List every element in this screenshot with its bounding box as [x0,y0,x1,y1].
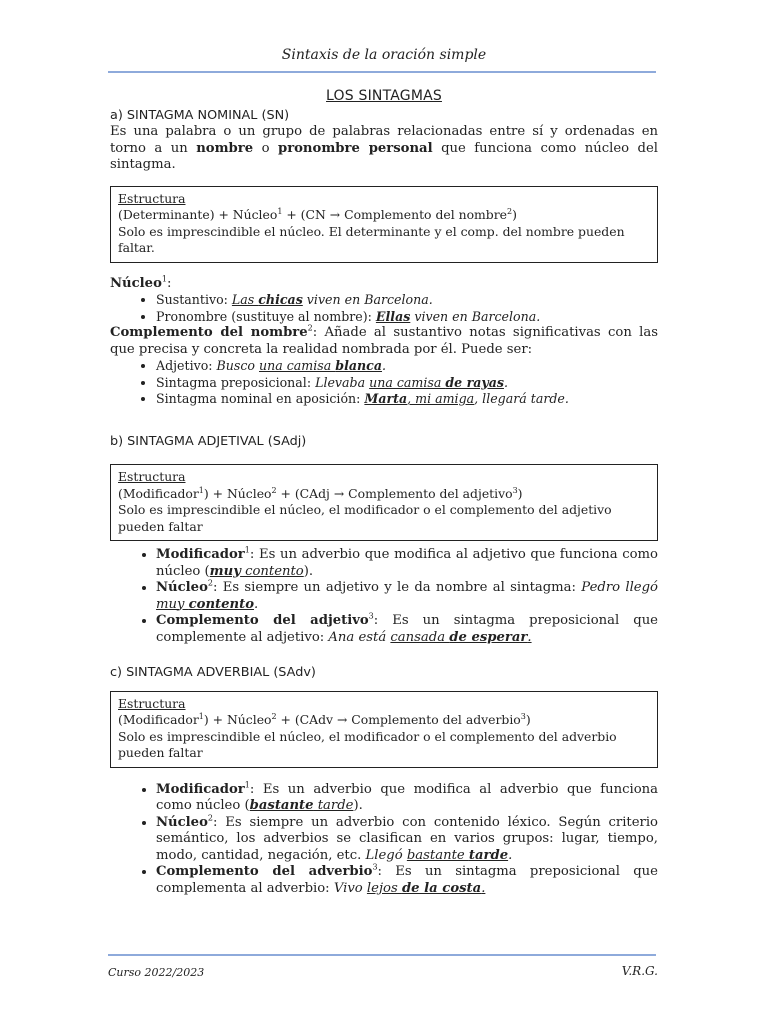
footer-course: Curso 2022/2023 [108,966,205,979]
structure-box-sadv [110,691,658,768]
structure-formula: (Modificador$^1$) + Núcleo$^2$ + (CAdj → Complemento del adjetivo$^3$) [118,485,523,501]
header-rule [108,71,656,73]
footer-rule [108,954,656,956]
nucleo-heading: Núcleo$^1$: [110,274,172,291]
structure-box-sadj [110,464,658,541]
list-item: • Pronombre (sustituye al nombre): Ellas viven en Barcelona. [156,309,658,326]
cn-list [110,358,658,408]
list-item: • Sustantivo: Las chicas viven en Barcelona. [156,292,658,309]
list-item: • Adjetivo: Busco una camisa blanca. [156,358,658,375]
intro-bold: pronombre personal [277,140,433,156]
list-item: • Complemento del adverbio$^3$: Es un sintagma preposicional que complementa al adverbio: Vivo lejos de la costa. [156,864,658,897]
list-item: • Sintagma nominal en aposición: Marta, mi amiga, llegará tarde. [156,391,658,408]
structure-label: Estructura [118,695,186,711]
section-heading-sadj: b) SINTAGMA ADJETIVAL (SAdj) [110,433,307,449]
sn-intro [110,124,658,174]
nucleo-list [110,292,658,325]
list-item: • Núcleo$^2$: Es siempre un adverbio con contenido léxico. Según criterio semántico, los adverbios se clasifican en varios grupos: lugar, tiempo, modo, cantidad, negación, etc. Llegó bastante tarde. [156,815,658,865]
structure-label: Estructura [118,190,186,206]
intro-text: que funciona como núcleo del sintagma. [110,140,658,172]
structure-note: Solo es imprescindible el núcleo. El determinante y el comp. del nombre pueden faltar. [118,223,625,255]
list-item: • Modificador$^1$: Es un adverbio que modifica al adjetivo que funciona como núcleo (muy contento). [156,547,658,580]
structure-note: Solo es imprescindible el núcleo, el modificador o el complemento del adjetivo pueden faltar [118,502,612,534]
intro-text: Es una palabra o un grupo de palabras relacionadas entre sí y ordenadas en torno a un [110,124,658,156]
structure-formula: (Determinante) + Núcleo$^1$ + (CN → Complemento del nombre$^2$) [118,206,517,222]
section-heading-sadv: c) SINTAGMA ADVERBIAL (SAdv) [110,665,316,680]
structure-label: Estructura [118,469,186,484]
document-title: LOS SINTAGMAS [326,88,442,104]
document-body [110,88,658,897]
list-item: • Sintagma preposicional: Llevaba una camisa de rayas. [156,375,658,392]
intro-text: o [253,140,278,156]
sadv-list [110,782,658,898]
list-item: • Modificador$^1$: Es un adverbio que modifica al adverbio que funciona como núcleo (bastante tarde). [156,782,658,815]
list-item: • Complemento del adjetivo$^3$: Es un sintagma preposicional que complemente al adjetivo: Ana está cansada de esperar. [156,613,658,646]
cn-paragraph: Complemento del nombre$^2$: Añade al sustantivo notas significativas con las que precisa y concreta la realidad nombrada por él. Puede ser: [110,323,658,357]
structure-box-sn [110,186,658,263]
footer-author: V.R.G. [621,964,658,978]
structure-formula: (Modificador$^1$) + Núcleo$^2$ + (CAdv → Complemento del adverbio$^3$) [118,711,531,727]
structure-note: Solo es imprescindible el núcleo, el modificador o el complemento del adverbio pueden faltar [118,728,617,760]
page-header-title: Sintaxis de la oración simple [281,47,487,63]
section-heading-sn: a) SINTAGMA NOMINAL (SN) [110,107,290,123]
list-item: • Núcleo$^2$: Es siempre un adjetivo y le da nombre al sintagma: Pedro llegó muy contento. [156,580,658,613]
intro-bold: nombre [196,140,254,156]
sadj-list [110,547,658,646]
